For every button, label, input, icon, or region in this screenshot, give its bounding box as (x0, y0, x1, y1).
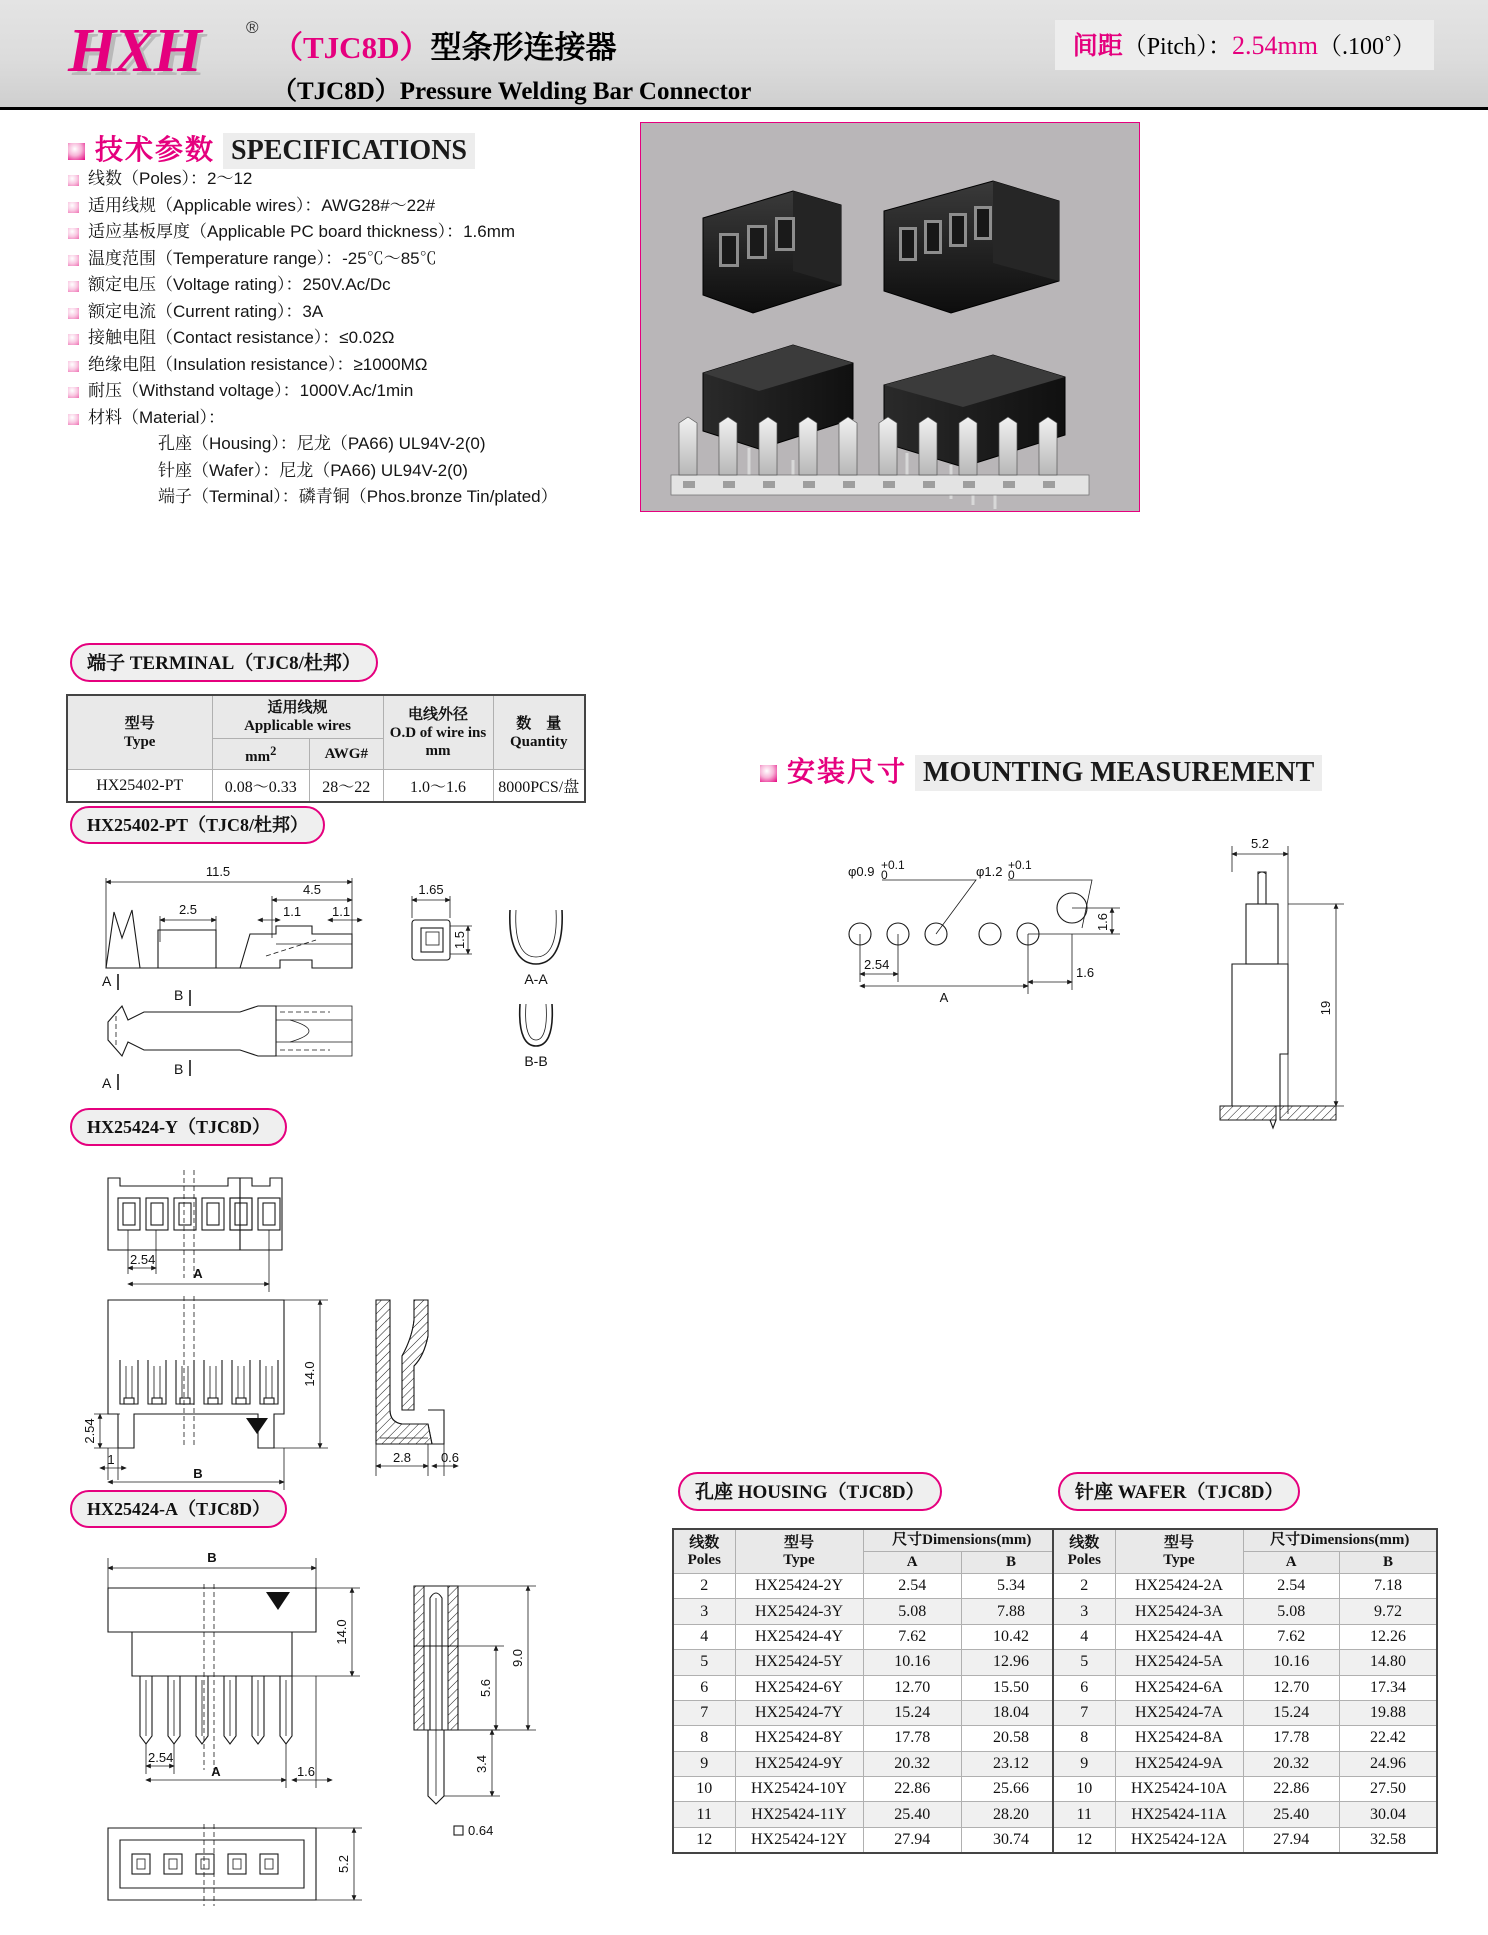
th-wires-en: Applicable wires (244, 718, 351, 734)
dim-housing-b: B (193, 1466, 203, 1481)
dim-mounting-offset-2: 1.6 (1076, 965, 1095, 980)
spec-text: 额定电流（Current rating）：3A (88, 301, 324, 321)
cell-dim-b: 10.42 (961, 1624, 1061, 1649)
cell-poles: 10 (1053, 1777, 1115, 1802)
wafer-table (1052, 1528, 1438, 1854)
dim-wafer-a: A (211, 1764, 221, 1779)
cell-poles: 9 (1053, 1751, 1115, 1776)
table-row (673, 1650, 1061, 1675)
label-section-b-top: B (174, 987, 184, 1003)
cell-type: HX25424-2Y (735, 1574, 863, 1599)
label-section-a-top: A (102, 973, 112, 989)
cell-type: HX25424-11Y (735, 1802, 863, 1827)
th-type-en: Type (124, 733, 156, 750)
specifications-heading-en: SPECIFICATIONS (223, 133, 475, 169)
cell-dim-a: 2.54 (863, 1574, 961, 1599)
cell-dim-a: 15.24 (1243, 1700, 1339, 1725)
dim-terminal-1-5: 1.5 (452, 930, 467, 950)
th-poles (673, 1529, 735, 1574)
pitch-value: 2.54mm (1232, 31, 1318, 60)
th-unit-mm2-text: mm (245, 749, 271, 765)
material-sub-item (158, 460, 628, 482)
cell-dim-a: 2.54 (1243, 1574, 1339, 1599)
spec-text: 耐压（Withstand voltage）：1000V.Ac/1min (88, 381, 414, 400)
table-row (1053, 1675, 1437, 1700)
th-od-unit: mm (425, 742, 451, 759)
cell-type: HX25424-10Y (735, 1777, 863, 1802)
table-row (1053, 1726, 1437, 1751)
cell-poles: 4 (1053, 1624, 1115, 1649)
table-row (673, 1624, 1061, 1649)
dim-housing-w-1: 1 (107, 1452, 115, 1467)
cell-poles: 6 (673, 1675, 735, 1700)
wafer-table-head (1053, 1529, 1437, 1574)
cell-dim-b: 20.58 (961, 1726, 1061, 1751)
housing-table-head (673, 1529, 1061, 1574)
cell-dim-b: 30.74 (961, 1827, 1061, 1853)
cell-dim-a: 17.78 (1243, 1726, 1339, 1751)
th-wires (212, 695, 383, 739)
cell-dim-a: 20.32 (863, 1751, 961, 1776)
housing-side-section (376, 1300, 444, 1444)
dim-wafer-b: B (207, 1550, 217, 1565)
spec-item (68, 221, 628, 243)
cell-dim-b: 32.58 (1339, 1827, 1437, 1853)
th-dimensions: 尺寸Dimensions(mm) (1243, 1529, 1437, 1552)
cell-poles: 4 (673, 1624, 735, 1649)
material-wafer-text: 针座（Wafer）：尼龙（PA66) UL94V-2(0) (158, 460, 468, 480)
dim-mounting-a: A (939, 990, 949, 1005)
th-type-cn: 型号 (783, 1534, 814, 1551)
cell-awg: 28～22 (310, 770, 383, 803)
spec-item (68, 380, 628, 402)
dim-housing-a: A (193, 1266, 203, 1281)
housing-drawing-pill: HX25424-Y（TJC8D） (70, 1108, 287, 1146)
cell-type: HX25424-8A (1115, 1726, 1243, 1751)
specifications-list (68, 168, 628, 513)
product-title-cn-pink: （TJC8D） (272, 30, 431, 65)
cell-poles: 7 (1053, 1700, 1115, 1725)
cell-type: HX25424-6Y (735, 1675, 863, 1700)
dim-housing-height-14: 14.0 (302, 1361, 317, 1387)
th-type (735, 1529, 863, 1574)
terminal-table-body (67, 770, 585, 803)
cell-poles: 5 (673, 1650, 735, 1675)
cell-dim-b: 24.96 (1339, 1751, 1437, 1776)
dim-wafer-5-2: 5.2 (336, 1854, 351, 1874)
terminal-section-pill: 端子 TERMINAL（TJC8/杜邦） (70, 643, 378, 682)
cell-type: HX25424-12A (1115, 1827, 1243, 1853)
label-view-bb: B-B (524, 1053, 548, 1069)
cell-mm2: 0.08～0.33 (212, 770, 310, 803)
cell-poles: 5 (1053, 1650, 1115, 1675)
dim-wafer-height-19: 19 (1318, 1000, 1333, 1016)
wafer-drawing-pill: HX25424-A（TJC8D） (70, 1490, 287, 1528)
table-row (673, 1574, 1061, 1599)
cell-dim-a: 15.24 (863, 1700, 961, 1725)
cell-type: HX25424-9A (1115, 1751, 1243, 1776)
table-row (1053, 1624, 1437, 1649)
bullet-icon (68, 255, 79, 266)
th-unit-mm2 (212, 739, 310, 770)
table-row (673, 1599, 1061, 1624)
th-wires-cn: 适用线规 (267, 700, 328, 716)
th-dim-a: A (1243, 1552, 1339, 1574)
cell-dim-b: 12.26 (1339, 1624, 1437, 1649)
cell-poles: 10 (673, 1777, 735, 1802)
dim-housing-v-2-54: 2.54 (82, 1418, 97, 1444)
bullet-icon (68, 361, 79, 372)
housing-table-body (673, 1574, 1061, 1854)
cell-poles: 9 (673, 1751, 735, 1776)
dim-hole-large-tol-dn: 0 (1008, 868, 1015, 882)
cell-type: HX25424-6A (1115, 1675, 1243, 1700)
cell-dim-a: 27.94 (1243, 1827, 1339, 1853)
label-section-a-bottom: A (102, 1075, 112, 1091)
product-title-cn (272, 22, 616, 67)
th-type-en: Type (783, 1551, 815, 1568)
cell-poles: 11 (673, 1802, 735, 1827)
cell-dim-b: 9.72 (1339, 1599, 1437, 1624)
page-header (0, 0, 1488, 110)
table-row (1053, 1650, 1437, 1675)
table-row (1053, 1777, 1437, 1802)
housing-part-upper-right (884, 181, 1059, 313)
section-marker-icon (760, 765, 777, 782)
cell-type: HX25424-4A (1115, 1624, 1243, 1649)
terminal-table-head (67, 695, 585, 770)
th-poles-en: Poles (1067, 1551, 1101, 1568)
spec-item (68, 301, 628, 323)
cell-dim-a: 7.62 (1243, 1624, 1339, 1649)
cell-poles: 12 (673, 1827, 735, 1853)
cell-dim-b: 14.80 (1339, 1650, 1437, 1675)
dim-wafer-3-4: 3.4 (474, 1754, 489, 1774)
table-row (673, 1726, 1061, 1751)
dim-terminal-total-length: 11.5 (205, 864, 231, 879)
spec-item (68, 354, 628, 376)
spec-item (68, 168, 628, 190)
cell-type: HX25424-12Y (735, 1827, 863, 1853)
cell-poles: 3 (673, 1599, 735, 1624)
cell-dim-a: 25.40 (863, 1802, 961, 1827)
cell-dim-b: 19.88 (1339, 1700, 1437, 1725)
cell-qty: 8000PCS/盘 (493, 770, 585, 803)
spec-item (68, 274, 628, 296)
table-row (1053, 1599, 1437, 1624)
cell-dim-a: 10.16 (1243, 1650, 1339, 1675)
dim-wafer-pitch: 2.54 (148, 1750, 174, 1765)
th-od (383, 695, 493, 770)
bullet-icon (68, 414, 79, 425)
cell-dim-b: 12.96 (961, 1650, 1061, 1675)
terminal-drawing (80, 860, 620, 1100)
cell-dim-b: 5.34 (961, 1574, 1061, 1599)
dim-housing-0-6: 0.6 (440, 1450, 460, 1465)
cell-dim-a: 5.08 (863, 1599, 961, 1624)
dim-terminal-1-65: 1.65 (418, 882, 444, 897)
material-sub-item (158, 433, 628, 455)
pitch-label-en: （Pitch）： (1122, 34, 1233, 60)
cell-dim-a: 12.70 (1243, 1675, 1339, 1700)
th-type (67, 695, 212, 770)
cell-dim-a: 17.78 (863, 1726, 961, 1751)
table-header-row (1053, 1529, 1437, 1552)
cell-poles: 2 (1053, 1574, 1115, 1599)
bullet-icon (68, 387, 79, 398)
table-row (673, 1802, 1061, 1827)
dim-hole-large-tol-up: +0.1 (1008, 858, 1032, 872)
material-housing-text: 孔座（Housing）：尼龙（PA66) UL94V-2(0) (158, 434, 486, 453)
th-type-en: Type (1163, 1551, 1195, 1568)
housing-part-upper-left (703, 191, 841, 313)
specifications-heading-cn: 技术参数 (95, 135, 216, 166)
spec-text: 额定电压（Voltage rating）：250V.Ac/Dc (88, 275, 391, 294)
th-qty-cn: 数 量 (516, 715, 562, 732)
mounting-heading-en: MOUNTING MEASUREMENT (915, 755, 1322, 791)
cell-dim-b: 27.50 (1339, 1777, 1437, 1802)
dim-housing-pitch: 2.54 (130, 1252, 156, 1267)
cell-poles: 8 (1053, 1726, 1115, 1751)
cell-type: HX25424-4Y (735, 1624, 863, 1649)
specifications-heading (68, 128, 475, 168)
spec-item (68, 327, 628, 349)
th-dim-b: B (1339, 1552, 1437, 1574)
table-row (673, 1675, 1061, 1700)
hxh-logo: HXH (68, 17, 200, 85)
table-row (673, 1827, 1061, 1853)
dim-housing-2-8: 2.8 (392, 1450, 412, 1465)
cell-dim-a: 22.86 (1243, 1777, 1339, 1802)
bullet-icon (68, 334, 79, 345)
table-row (673, 1700, 1061, 1725)
dim-hole-small-tol-up: +0.1 (881, 858, 905, 872)
cell-dim-b: 22.42 (1339, 1726, 1437, 1751)
th-unit-awg: AWG# (310, 739, 383, 770)
dim-wafer-height-14: 14.0 (334, 1619, 349, 1645)
dim-wafer-5-6: 5.6 (478, 1678, 493, 1698)
terminal-table (66, 694, 586, 803)
cell-dim-b: 23.12 (961, 1751, 1061, 1776)
pitch-inch: （.100˚） (1318, 34, 1416, 60)
cell-dim-b: 7.18 (1339, 1574, 1437, 1599)
table-row (1053, 1802, 1437, 1827)
spec-text: 材料（Material）： (88, 407, 225, 427)
th-type-cn: 型号 (1163, 1534, 1194, 1551)
th-dim-b: B (961, 1552, 1061, 1574)
cell-type: HX25424-11A (1115, 1802, 1243, 1827)
bullet-icon (68, 308, 79, 319)
cell-type: HX25424-8Y (735, 1726, 863, 1751)
dim-hole-small-label: φ0.9 (848, 864, 875, 879)
table-row (1053, 1827, 1437, 1853)
wafer-table-pill: 针座 WAFER（TJC8D） (1058, 1472, 1300, 1511)
mounting-side-view-drawing (1180, 828, 1410, 1128)
cell-type: HX25424-2A (1115, 1574, 1243, 1599)
mounting-heading-cn: 安装尺寸 (787, 757, 908, 788)
spec-item (68, 195, 628, 217)
housing-drawing (80, 1160, 570, 1520)
dim-wafer-width-5-2: 5.2 (1250, 836, 1270, 851)
cell-dim-a: 7.62 (863, 1624, 961, 1649)
housing-table-pill: 孔座 HOUSING（TJC8D） (678, 1472, 942, 1511)
cell-dim-b: 17.34 (1339, 1675, 1437, 1700)
cell-dim-b: 25.66 (961, 1777, 1061, 1802)
dim-terminal-1-1-b: 1.1 (332, 904, 351, 919)
product-photo-panel (640, 122, 1140, 512)
spec-text: 接触电阻（Contact resistance）：≤0.02Ω (88, 328, 395, 347)
cell-dim-a: 10.16 (863, 1650, 961, 1675)
product-title-cn-black: 型条形连接器 (430, 30, 617, 65)
table-header-row (673, 1529, 1061, 1552)
th-type (1115, 1529, 1243, 1574)
housing-table (672, 1528, 1062, 1854)
spec-item (68, 248, 628, 270)
th-od-en: O.D of wire ins (389, 724, 487, 741)
cell-poles: 12 (1053, 1827, 1115, 1853)
cell-type: HX25424-7Y (735, 1700, 863, 1725)
th-poles-cn: 线数 (1069, 1534, 1100, 1551)
th-poles-cn: 线数 (689, 1534, 720, 1551)
dim-mounting-pitch: 2.54 (864, 957, 890, 972)
cell-type: HX25424-3Y (735, 1599, 863, 1624)
cell-type: HX25424-3A (1115, 1599, 1243, 1624)
th-dim-a: A (863, 1552, 961, 1574)
table-row (1053, 1574, 1437, 1599)
pitch-badge (1055, 20, 1434, 70)
cell-type: HX25424-7A (1115, 1700, 1243, 1725)
table-header-row (67, 695, 585, 739)
wafer-table-body (1053, 1574, 1437, 1854)
housing-table-container (672, 1528, 1062, 1854)
dim-wafer-1-6: 1.6 (296, 1764, 316, 1779)
spec-item (68, 407, 628, 429)
spec-text: 适应基板厚度（Applicable PC board thickness）：1.6mm (88, 222, 516, 241)
terminal-drawing-pill: HX25402-PT（TJC8/杜邦） (70, 806, 325, 844)
table-row (67, 770, 585, 803)
cell-type: HX25424-5A (1115, 1650, 1243, 1675)
bullet-icon (68, 228, 79, 239)
cell-dim-b: 18.04 (961, 1700, 1061, 1725)
table-row (673, 1751, 1061, 1776)
mounting-hole-pattern-drawing (830, 850, 1210, 1010)
cell-poles: 6 (1053, 1675, 1115, 1700)
spec-text: 适用线规（Applicable wires）：AWG28#～22# (88, 195, 436, 215)
cell-poles: 8 (673, 1726, 735, 1751)
dim-wafer-0-64: 0.64 (468, 1823, 494, 1838)
label-section-b-bottom: B (174, 1061, 184, 1077)
cell-type: HX25424-10A (1115, 1777, 1243, 1802)
spec-text: 温度范围（Temperature range）：-25℃～85℃ (88, 248, 437, 268)
table-row (1053, 1751, 1437, 1776)
product-photo-illustration (641, 123, 1139, 511)
cell-poles: 3 (1053, 1599, 1115, 1624)
cell-type: HX25424-9Y (735, 1751, 863, 1776)
th-dimensions: 尺寸Dimensions(mm) (863, 1529, 1061, 1552)
cell-dim-a: 27.94 (863, 1827, 961, 1853)
th-qty-en: Quantity (509, 733, 568, 750)
cell-dim-b: 15.50 (961, 1675, 1061, 1700)
cell-dim-a: 12.70 (863, 1675, 961, 1700)
wafer-side-section (414, 1586, 458, 1804)
cell-poles: 2 (673, 1574, 735, 1599)
th-unit-mm2-sup: 2 (270, 744, 277, 758)
wafer-table-container (1052, 1528, 1438, 1854)
cell-dim-b: 28.20 (961, 1802, 1061, 1827)
label-view-aa: A-A (524, 971, 548, 987)
dim-hole-large-label: φ1.2 (976, 864, 1003, 879)
registered-mark-icon: ® (246, 18, 259, 37)
bullet-icon (68, 202, 79, 213)
cell-type: HX25424-5Y (735, 1650, 863, 1675)
product-title-en: （TJC8D）Pressure Welding Bar Connector (272, 78, 752, 105)
wafer-drawing (80, 1540, 580, 1930)
th-poles (1053, 1529, 1115, 1574)
cell-dim-a: 22.86 (863, 1777, 961, 1802)
table-row (1053, 1700, 1437, 1725)
cell-od: 1.0～1.6 (383, 770, 493, 803)
bullet-icon (68, 281, 79, 292)
th-type-cn: 型号 (124, 715, 155, 732)
spec-text: 绝缘电阻（Insulation resistance）：≥1000MΩ (88, 354, 428, 374)
cell-dim-a: 5.08 (1243, 1599, 1339, 1624)
dim-mounting-offset-1: 1.6 (1095, 912, 1110, 932)
material-sub-item (158, 486, 628, 508)
table-row (673, 1777, 1061, 1802)
th-qty (493, 695, 585, 770)
pitch-label-cn: 间距 (1072, 33, 1123, 60)
cell-type: HX25402-PT (67, 770, 212, 803)
section-marker-icon (68, 143, 85, 160)
th-od-cn: 电线外径 (407, 706, 468, 723)
dim-terminal-2-5: 2.5 (178, 902, 198, 917)
cell-dim-a: 25.40 (1243, 1802, 1339, 1827)
material-terminal-text: 端子（Terminal）：磷青铜（Phos.bronze Tin/plated） (158, 487, 558, 506)
cell-dim-b: 7.88 (961, 1599, 1061, 1624)
th-poles-en: Poles (687, 1551, 721, 1568)
cell-poles: 7 (673, 1700, 735, 1725)
dim-terminal-4-5: 4.5 (302, 882, 322, 897)
spec-text: 线数（Poles）：2～12 (88, 169, 253, 188)
cell-dim-b: 30.04 (1339, 1802, 1437, 1827)
dim-hole-small-tol-dn: 0 (881, 868, 888, 882)
cell-dim-a: 20.32 (1243, 1751, 1339, 1776)
dim-terminal-1-1-a: 1.1 (283, 904, 302, 919)
mounting-heading (760, 750, 1322, 790)
bullet-icon (68, 175, 79, 186)
dim-wafer-9-0: 9.0 (510, 1648, 525, 1668)
cell-poles: 11 (1053, 1802, 1115, 1827)
